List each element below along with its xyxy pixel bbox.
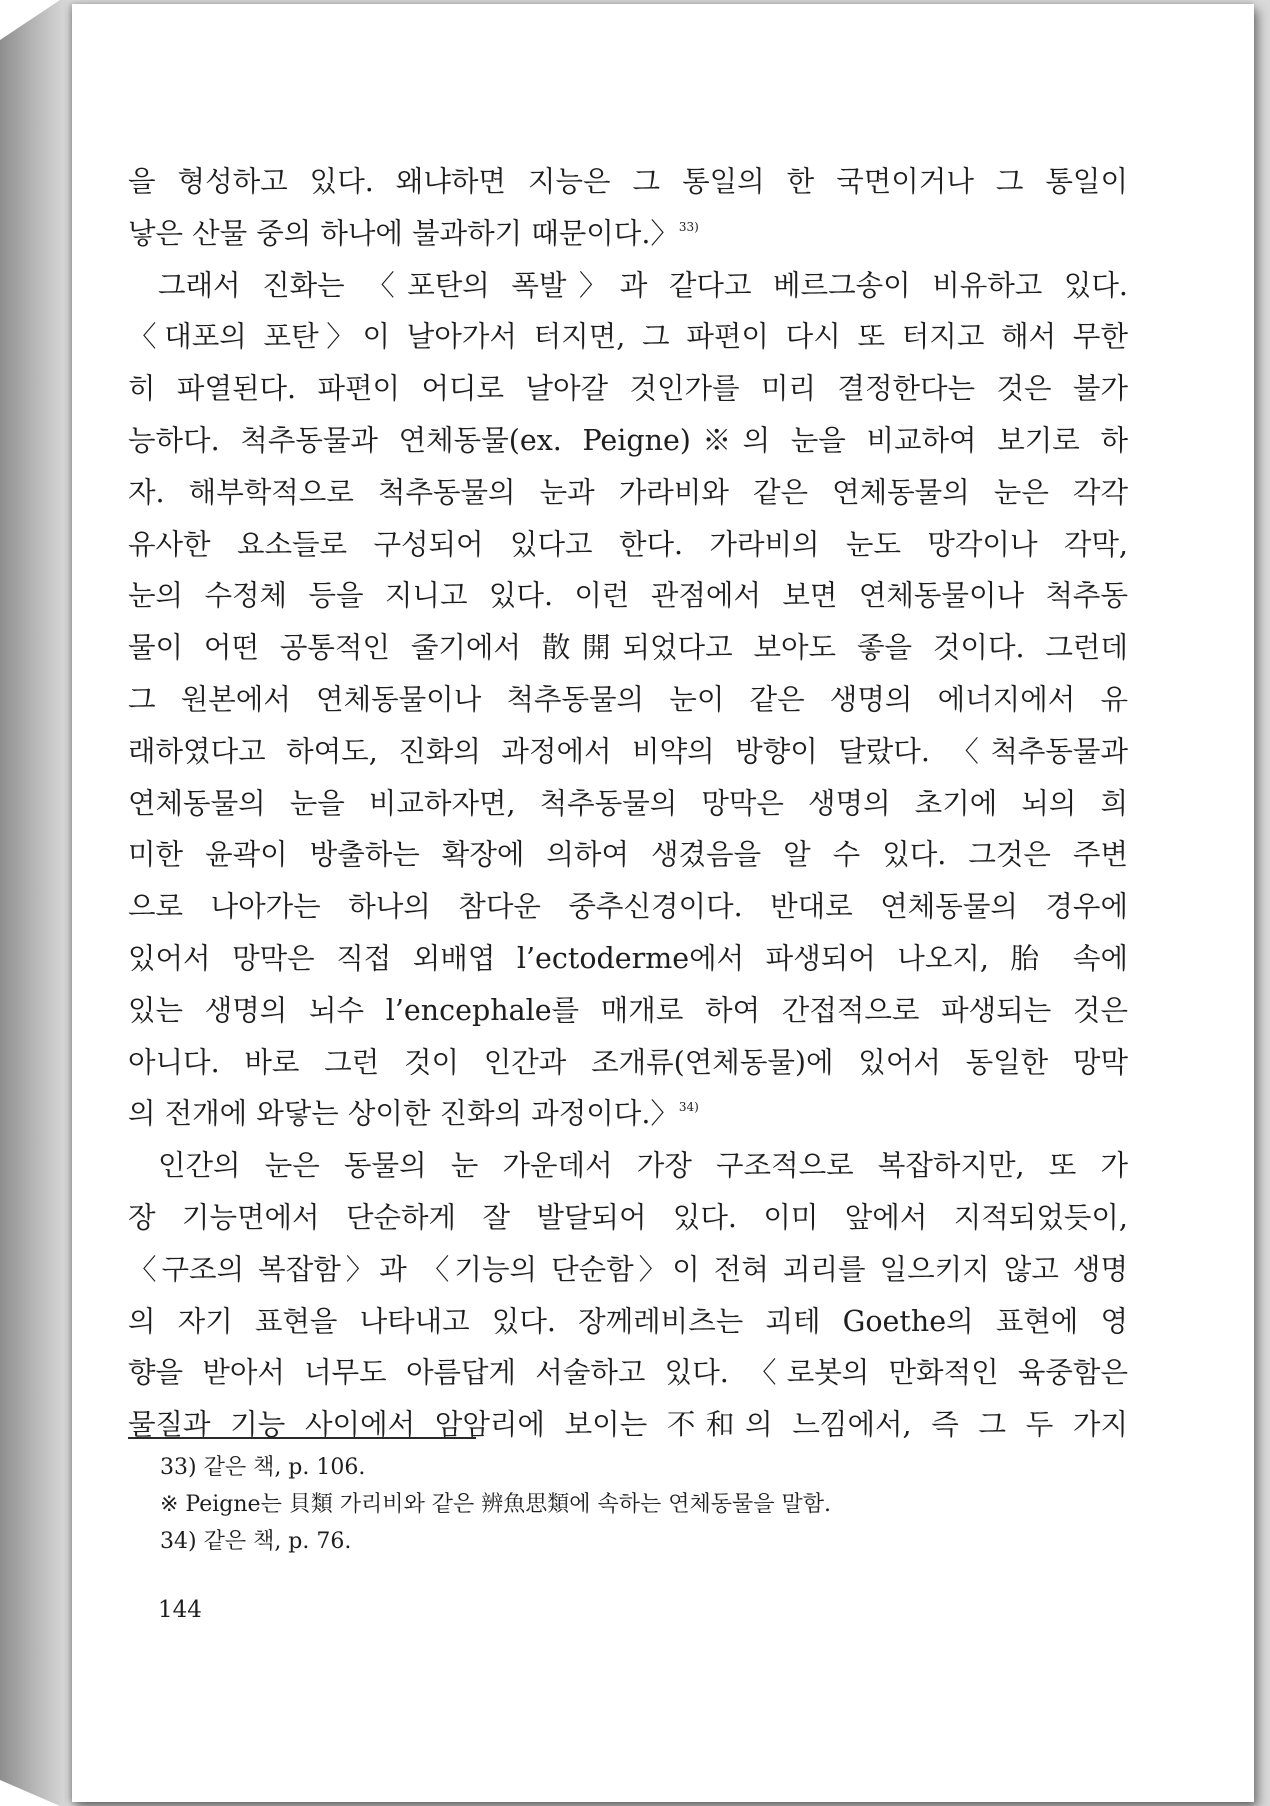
- footnotes: [160, 1449, 831, 1560]
- text-line: 아니다. 바로 그런 것이 인간과 조개류(연체동물)에 있어서 동일한 망막: [128, 1045, 1128, 1079]
- footnote-ref: 33): [678, 219, 699, 234]
- text-line: 눈의 수정체 등을 지니고 있다. 이런 관점에서 보면 연체동물이나 척추동: [128, 579, 1128, 613]
- text-line: 연체동물의 눈을 비교하자면, 척추동물의 망막은 생명의 초기에 뇌의 희: [128, 786, 1128, 820]
- text-line: 미한 윤곽이 방출하는 확장에 의하여 생겼음을 알 수 있다. 그것은 주변: [128, 838, 1128, 872]
- text-line: 을 형성하고 있다. 왜냐하면 지능은 그 통일의 한 국면이거나 그 통일이: [128, 165, 1128, 198]
- body-text: [128, 156, 1128, 1451]
- text-line: 그 원본에서 연체동물이나 척추동물의 눈이 같은 생명의 에너지에서 유: [128, 682, 1128, 716]
- text-line-content: 의 전개에 와닿는 상이한 진화의 과정이다.〉: [128, 1097, 679, 1131]
- paragraph-2: [128, 260, 1128, 1141]
- footnote-divider: [128, 1437, 476, 1439]
- text-line-content: 낳은 산물 중의 하나에 불과하기 때문이다.〉: [128, 216, 679, 250]
- text-line: 물이 어떤 공통적인 줄기에서 散開되었다고 보아도 좋을 것이다. 그런데: [128, 631, 1128, 665]
- text-line: [128, 1088, 1128, 1140]
- text-line: 으로 나아가는 하나의 참다운 중추신경이다. 반대로 연체동물의 경우에: [128, 890, 1128, 924]
- text-line: 유사한 요소들로 구성되어 있다고 한다. 가라비의 눈도 망각이나 각막,: [128, 527, 1128, 561]
- text-line: 히 파열된다. 파편이 어디로 날아갈 것인가를 미리 결정한다는 것은 불가: [128, 372, 1128, 406]
- text-line: 그래서 진화는 〈포탄의 폭발〉과 같다고 베르그송이 비유하고 있다.: [158, 268, 1128, 302]
- paragraph-3: [128, 1140, 1128, 1451]
- page-number: 144: [158, 1597, 202, 1623]
- paragraph-1: [128, 156, 1128, 260]
- text-line: 장 기능면에서 단순하게 잘 발달되어 있다. 이미 앞에서 지적되었듯이,: [128, 1200, 1128, 1234]
- text-line: 있는 생명의 뇌수 l’encephale를 매개로 하여 간접적으로 파생되는 것은: [128, 993, 1128, 1027]
- text-line: 인간의 눈은 동물의 눈 가운데서 가장 구조적으로 복잡하지만, 또 가: [158, 1149, 1128, 1183]
- text-line: 있어서 망막은 직접 외배엽 l’ectoderme에서 파생되어 나오지, 胎 속에: [128, 941, 1128, 975]
- text-line: 자. 해부학적으로 척추동물의 눈과 가라비와 같은 연체동물의 눈은 각각: [128, 475, 1128, 509]
- text-line: 〈대포의 포탄〉이 날아가서 터지면, 그 파편이 다시 또 터지고 해서 무한: [128, 320, 1128, 354]
- text-line: 능하다. 척추동물과 연체동물(ex. Peigne)※의 눈을 비교하여 보기로 하: [128, 423, 1128, 457]
- text-line: 의 자기 표현을 나타내고 있다. 장께레비츠는 괴테 Goethe의 표현에 영: [128, 1304, 1128, 1338]
- footnote-ref: 34): [678, 1100, 699, 1115]
- footnote-34: 34) 같은 책, p. 76.: [160, 1529, 352, 1554]
- text-line: 향을 받아서 너무도 아름답게 서술하고 있다. 〈로봇의 만화적인 육중함은: [128, 1356, 1128, 1390]
- text-line: 물질과 기능 사이에서 암암리에 보이는 不和의 느낌에서, 즉 그 두 가지: [128, 1408, 1128, 1442]
- footnote-asterisk: ※ Peigne는 貝類 가리비와 같은 辨魚思類에 속하는 연체동물을 말함.: [160, 1492, 832, 1517]
- text-line: 래하였다고 하여도, 진화의 과정에서 비약의 방향이 달랐다. 〈척추동물과: [128, 734, 1128, 768]
- footnote-33: 33) 같은 책, p. 106.: [160, 1455, 366, 1480]
- text-line: 〈구조의 복잡함〉과 〈기능의 단순함〉이 전혀 괴리를 일으키지 않고 생명: [128, 1252, 1128, 1286]
- text-line: [128, 208, 1128, 260]
